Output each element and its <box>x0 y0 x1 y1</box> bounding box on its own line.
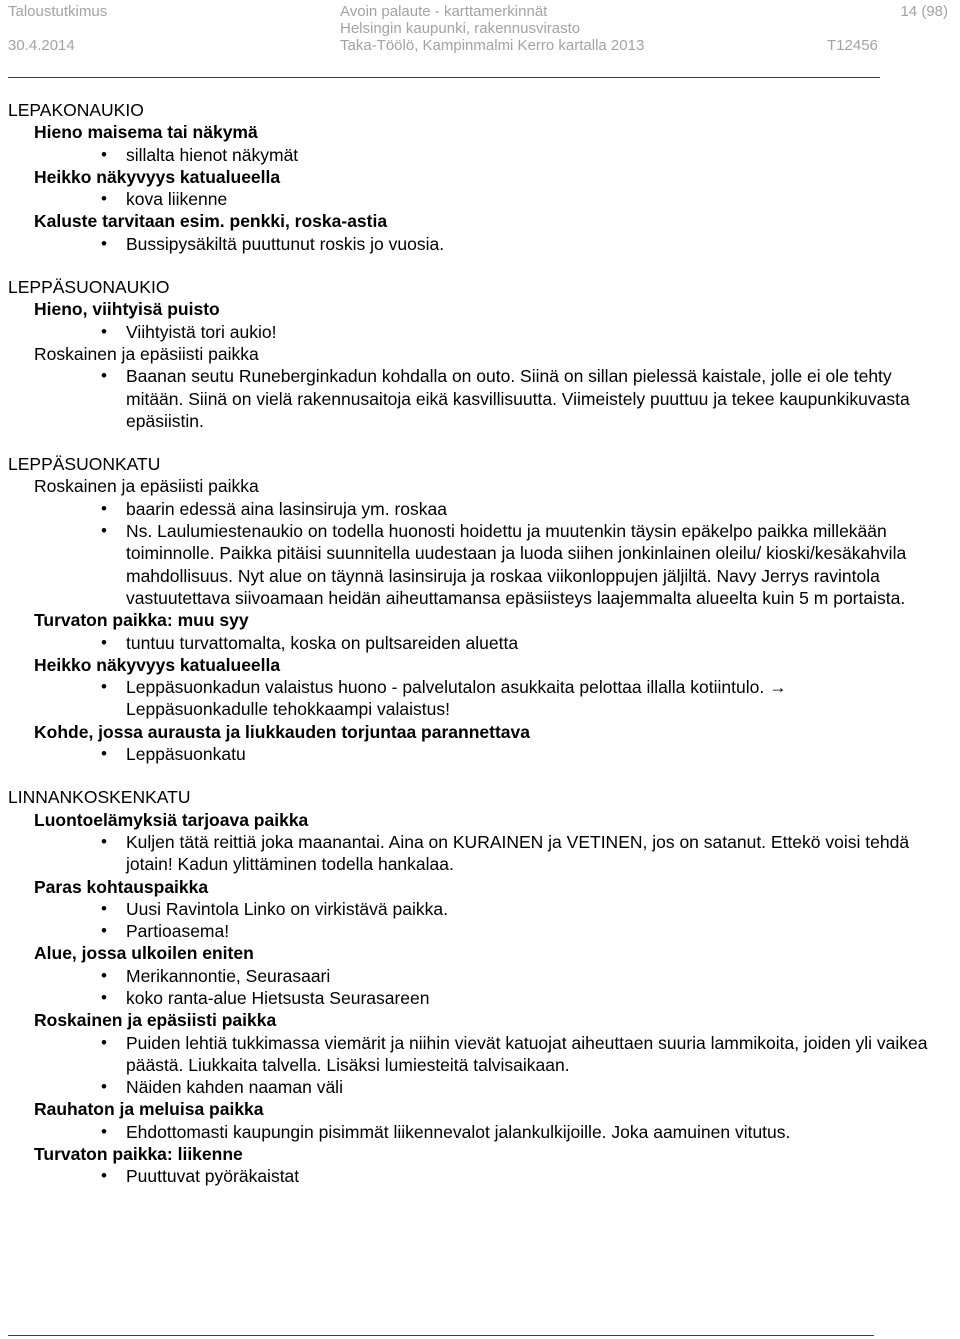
category-heading: Kaluste tarvitaan esim. penkki, roska-astia <box>34 211 388 232</box>
category-heading: Rauhaton ja meluisa paikka <box>34 1099 264 1120</box>
comment-list <box>8 676 928 721</box>
category-heading: Hieno maisema tai näkymä <box>34 122 258 143</box>
comment-item: • Merikannontie, Seurasaari <box>8 965 928 987</box>
section-title: LEPPÄSUONKATU <box>8 454 161 475</box>
header-divider <box>8 77 880 78</box>
section-title: LEPAKONAUKIO <box>8 100 144 120</box>
comment-list <box>8 321 928 343</box>
comment-list <box>8 1121 928 1143</box>
category-heading: Luontoelämyksiä tarjoava paikka <box>34 809 309 830</box>
comment-item: • kova liikenne <box>8 188 928 210</box>
comment-item: • Kuljen tätä reittiä joka maanantai. Aina on KURAINEN ja VETINEN, jos on satanut. Ettekö voisi tehdä jotain! Kadun ylittäminen todella hankalaa. <box>8 831 928 876</box>
category-heading: Turvaton paikka: muu syy <box>34 610 249 631</box>
project-code: T12456 <box>827 37 878 54</box>
comment-item: • baarin edessä aina lasinsiruja ym. roskaa <box>8 498 928 520</box>
page-header <box>0 0 960 80</box>
comment-item: • Baanan seutu Runeberginkadun kohdalla on outo. Siinä on sillan pielessä kaistale, jolle ei ole tehty mitään. Siinä on vielä rakennusaitoja eikä kasvillisuutta. Viimeistely puuttuu ja tekee kaupunkikuvasta epäsiistin. <box>8 365 928 432</box>
document-body <box>8 99 928 1188</box>
category-heading: Paras kohtauspaikka <box>34 876 209 897</box>
comment-list <box>8 365 928 432</box>
comment-item: • sillalta hienot näkymät <box>8 144 928 166</box>
comment-item: • Uusi Ravintola Linko on virkistävä paikka. <box>8 898 928 920</box>
comment-item: • Leppäsuonkadun valaistus huono - palvelutalon asukkaita pelottaa illalla kotiintulo. → Leppäsuonkadulle tehokkaampi valaistus! <box>8 676 928 721</box>
comment-item: • Puuttuvat pyöräkaistat <box>8 1165 928 1187</box>
category-heading: Turvaton paikka: liikenne <box>34 1144 243 1165</box>
comment-list <box>8 1032 928 1099</box>
comment-list <box>8 188 928 210</box>
category-heading: Roskainen ja epäsiisti paikka <box>34 343 259 364</box>
comment-item: • koko ranta-alue Hietsusta Seurasareen <box>8 987 928 1009</box>
comment-list <box>8 144 928 166</box>
comment-list <box>8 965 928 1010</box>
footer-divider <box>8 1335 874 1336</box>
comment-item: • Ns. Laulumiestenaukio on todella huonosti hoidettu ja muutenkin täysin epäkelpo paikka millekään toiminnolle. Paikka pitäisi suunnitella uudestaan ja luoda siihen jonkinlainen oleilu/ kioski/kesäkahvila mahdollisuus. Nyt alue on täynnä lasinsiruja ja roskaa viikonloppujen jäljiltä. Navy Jerrys ravintola vastuutettava siivoamaan heidän aiheuttamansa epäsiisteys laajemmalta alueelta kuin 5 m portaista. <box>8 520 928 609</box>
page-number: 14 (98) <box>900 3 948 20</box>
comment-item: • tuntuu turvattomalta, koska on pultsareiden aluetta <box>8 632 928 654</box>
comment-list <box>8 831 928 876</box>
comment-item: • Viihtyistä tori aukio! <box>8 321 928 343</box>
comment-item: • Leppäsuonkatu <box>8 743 928 765</box>
comment-item: • Ehdottomasti kaupungin pisimmät liikennevalot jalankulkijoille. Joka aamuinen vitutus. <box>8 1121 928 1143</box>
comment-list <box>8 632 928 654</box>
company-name: Taloustutkimus <box>8 3 108 20</box>
comment-list <box>8 498 928 609</box>
comment-list <box>8 1165 928 1187</box>
comment-list <box>8 743 928 765</box>
report-title: Avoin palaute - karttamerkinnät <box>340 3 548 20</box>
comment-item: • Bussipysäkiltä puuttunut roskis jo vuosia. <box>8 233 928 255</box>
comment-item: • Näiden kahden naaman väli <box>8 1076 928 1098</box>
category-heading: Alue, jossa ulkoilen eniten <box>34 943 254 964</box>
comment-list <box>8 233 928 255</box>
comment-item: • Puiden lehtiä tukkimassa viemärit ja niihin vievät katuojat aiheuttaen suuria lammikoita, joiden yli vaikea päästä. Liukkaita talvella. Lisäksi lumiesteitä talvisaikaan. <box>8 1032 928 1077</box>
section-title: LINNANKOSKENKATU <box>8 787 191 808</box>
comment-list <box>8 898 928 943</box>
section-title: LEPPÄSUONAUKIO <box>8 277 170 298</box>
report-date: 30.4.2014 <box>8 37 75 54</box>
category-heading: Heikko näkyvyys katualueella <box>34 166 281 187</box>
report-client: Helsingin kaupunki, rakennusvirasto <box>340 20 581 37</box>
category-heading: Roskainen ja epäsiisti paikka <box>34 476 259 497</box>
category-heading: Kohde, jossa aurausta ja liukkauden torjuntaa parannettava <box>34 721 530 742</box>
report-subtitle: Taka-Töölö, Kampinmalmi Kerro kartalla 2013 <box>340 37 645 54</box>
category-heading: Heikko näkyvyys katualueella <box>34 654 281 675</box>
comment-item: • Partioasema! <box>8 920 928 942</box>
category-heading: Roskainen ja epäsiisti paikka <box>34 1010 277 1031</box>
category-heading: Hieno, viihtyisä puisto <box>34 299 220 320</box>
